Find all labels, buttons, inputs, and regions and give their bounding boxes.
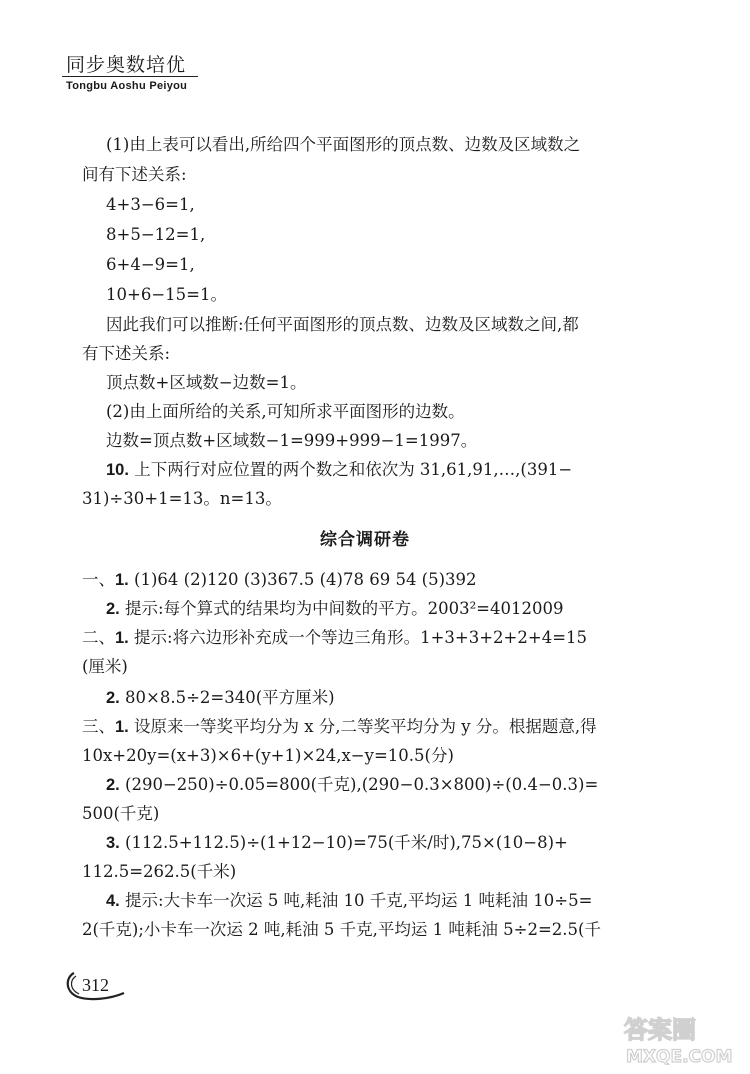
answer-3-4-cont: 2(千克);小卡车一次运 2 吨,耗油 5 千克,平均运 1 吨耗油 5÷2=2.5(千 bbox=[82, 920, 601, 939]
book-title: 同步奥数培优 bbox=[66, 54, 187, 76]
para-3: (2)由上面所给的关系,可知所求平面图形的边数。 bbox=[106, 402, 465, 421]
answer-2-1 bbox=[82, 627, 587, 651]
equation-3: 6+4−9=1, bbox=[106, 255, 195, 274]
page-number-text: 312 bbox=[82, 975, 109, 995]
item-number: 2. bbox=[106, 776, 120, 794]
section-label: 三、 bbox=[82, 717, 115, 736]
section-title: 综合调研卷 bbox=[320, 530, 410, 550]
equation-1: 4+3−6=1, bbox=[106, 195, 195, 214]
item-number: 3. bbox=[106, 834, 120, 852]
answer-3-2-cont: 500(千克) bbox=[82, 804, 160, 823]
watermark-text-en: MXQE.COM bbox=[626, 1047, 733, 1067]
answer-3-1-cont: 10x+20y=(x+3)×6+(y+1)×24,x−y=10.5(分) bbox=[82, 746, 454, 765]
edge-count-formula: 边数=顶点数+区域数−1=999+999−1=1997。 bbox=[106, 431, 478, 450]
question-10 bbox=[106, 459, 572, 483]
answer-text: 提示:将六边形补充成一个等边三角形。1+3+3+2+2+4=15 bbox=[134, 628, 588, 647]
item-number: 2. bbox=[106, 600, 120, 618]
item-number: 1. bbox=[115, 629, 129, 647]
answer-text: (1)64 (2)120 (3)367.5 (4)78 69 54 (5)392 bbox=[134, 570, 477, 589]
header-rule bbox=[62, 76, 198, 77]
answer-2-2 bbox=[106, 687, 335, 711]
item-number: 4. bbox=[106, 892, 120, 910]
equation-2: 8+5−12=1, bbox=[106, 225, 206, 244]
answer-text: 设原来一等奖平均分为 x 分,二等奖平均分为 y 分。根据题意,得 bbox=[134, 717, 597, 736]
answer-3-3 bbox=[106, 832, 568, 856]
answer-text: (290−250)÷0.05=800(千克),(290−0.3×800)÷(0.4−0.3)= bbox=[125, 775, 599, 794]
section-label: 一、 bbox=[82, 570, 115, 589]
equation-4: 10+6−15=1。 bbox=[106, 285, 227, 304]
para-1-cont: 间有下述关系: bbox=[82, 165, 187, 184]
answer-1-2 bbox=[106, 598, 564, 622]
watermark-text-cn: 答案圈 bbox=[624, 1016, 696, 1044]
item-number: 1. bbox=[115, 571, 129, 589]
answer-text: (112.5+112.5)÷(1+12−10)=75(千米/时),75×(10−8)+ bbox=[125, 833, 568, 852]
question-10-cont: 31)÷30+1=13。n=13。 bbox=[82, 489, 282, 508]
para-1: (1)由上表可以看出,所给四个平面图形的顶点数、边数及区域数之 bbox=[106, 135, 581, 154]
book-subtitle: Tongbu Aoshu Peiyou bbox=[66, 80, 188, 92]
para-2-cont: 有下述关系: bbox=[82, 344, 171, 363]
section-label: 二、 bbox=[82, 628, 115, 647]
answer-3-4 bbox=[106, 890, 592, 914]
answer-text: 提示:每个算式的结果均为中间数的平方。2003²=4012009 bbox=[125, 599, 564, 618]
item-number: 1. bbox=[115, 718, 129, 736]
answer-1-1 bbox=[82, 569, 477, 593]
answer-2-1-cont: (厘米) bbox=[82, 657, 128, 676]
question-10-number: 10. bbox=[106, 461, 129, 479]
para-2: 因此我们可以推断:任何平面图形的顶点数、边数及区域数之间,都 bbox=[106, 315, 579, 334]
answer-text: 80×8.5÷2=340(平方厘米) bbox=[125, 688, 335, 707]
answer-text: 提示:大卡车一次运 5 吨,耗油 10 千克,平均运 1 吨耗油 10÷5= bbox=[125, 891, 593, 910]
answer-3-3-cont: 112.5=262.5(千米) bbox=[82, 862, 237, 881]
answer-3-1 bbox=[82, 716, 597, 740]
page-number bbox=[70, 969, 130, 1001]
item-number: 2. bbox=[106, 689, 120, 707]
question-10-text: 上下两行对应位置的两个数之和依次为 31,61,91,…,(391− bbox=[134, 460, 573, 479]
answer-3-2 bbox=[106, 774, 598, 798]
watermark-logo bbox=[620, 1012, 740, 1068]
relation-formula: 顶点数+区域数−边数=1。 bbox=[106, 373, 307, 392]
